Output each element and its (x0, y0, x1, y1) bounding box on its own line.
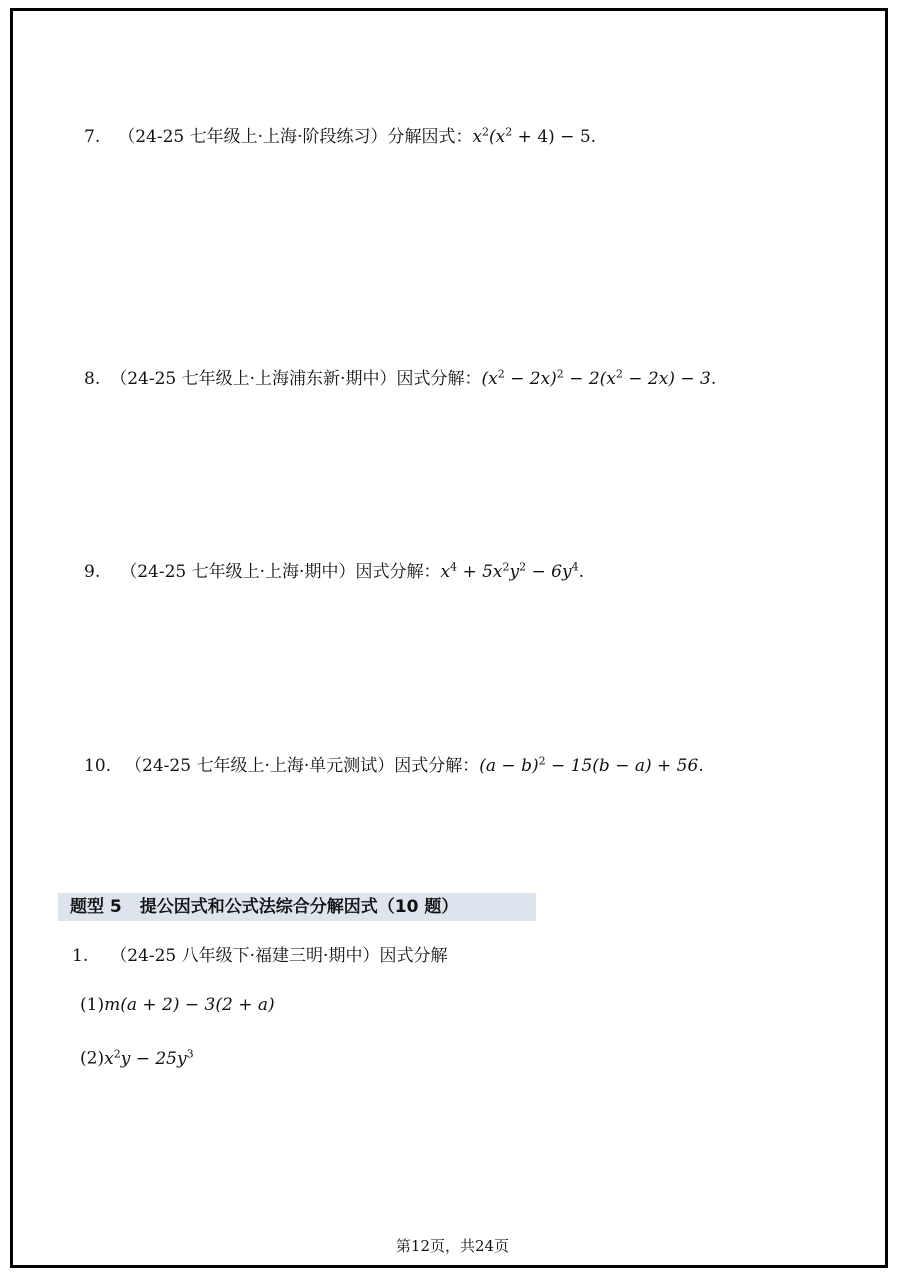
question-source: （24-25 七年级上·上海·期中）因式分解： (120, 561, 441, 582)
sub-question-1 (80, 993, 275, 1017)
question-expression: $(a - b)^2 - 15(b - a) + 56$. (479, 754, 704, 776)
question-7 (84, 120, 596, 149)
question-number: 8. (84, 368, 101, 389)
sub-question-expression: m(a + 2) − 3(2 + a) (104, 995, 275, 1015)
section-name: 提公因式和公式法综合分解因式（10 题） (139, 897, 459, 917)
question-source: （24-25 七年级上·上海浦东新·期中）因式分解： (110, 368, 482, 389)
question-10 (84, 749, 704, 778)
question-source: （24-25 七年级上·上海·单元测试）因式分解： (125, 755, 480, 776)
question-expression: $x^4 + 5x^2y^2 - 6y^4$. (440, 560, 585, 582)
question-expression: $(x^2 - 2x)^2 - 2(x^2 - 2x) - 3$. (481, 367, 717, 389)
question-source: （24-25 八年级下·福建三明·期中）因式分解 (110, 946, 448, 966)
page-footer: 第12页，共24页 (395, 1237, 510, 1255)
question-expression: $x^2(x^2 + 4) - 5$. (472, 125, 597, 147)
section-question-1 (72, 944, 447, 968)
question-8 (84, 362, 716, 391)
question-number: 10. (84, 755, 112, 776)
sub-question-expression: $x^2y - 25y^3$ (104, 1047, 194, 1069)
section-title (70, 896, 458, 918)
sub-question-label: (2) (80, 1048, 105, 1069)
section-label: 题型 5 (70, 897, 122, 917)
sub-question-label: (1) (80, 995, 105, 1015)
question-9 (84, 555, 584, 584)
question-number: 9. (84, 561, 101, 582)
question-source: （24-25 七年级上·上海·阶段练习）分解因式： (118, 126, 473, 147)
question-number: 7. (84, 126, 101, 147)
sub-question-2 (80, 1042, 194, 1071)
question-number: 1. (72, 946, 89, 966)
page-border (10, 8, 888, 1268)
